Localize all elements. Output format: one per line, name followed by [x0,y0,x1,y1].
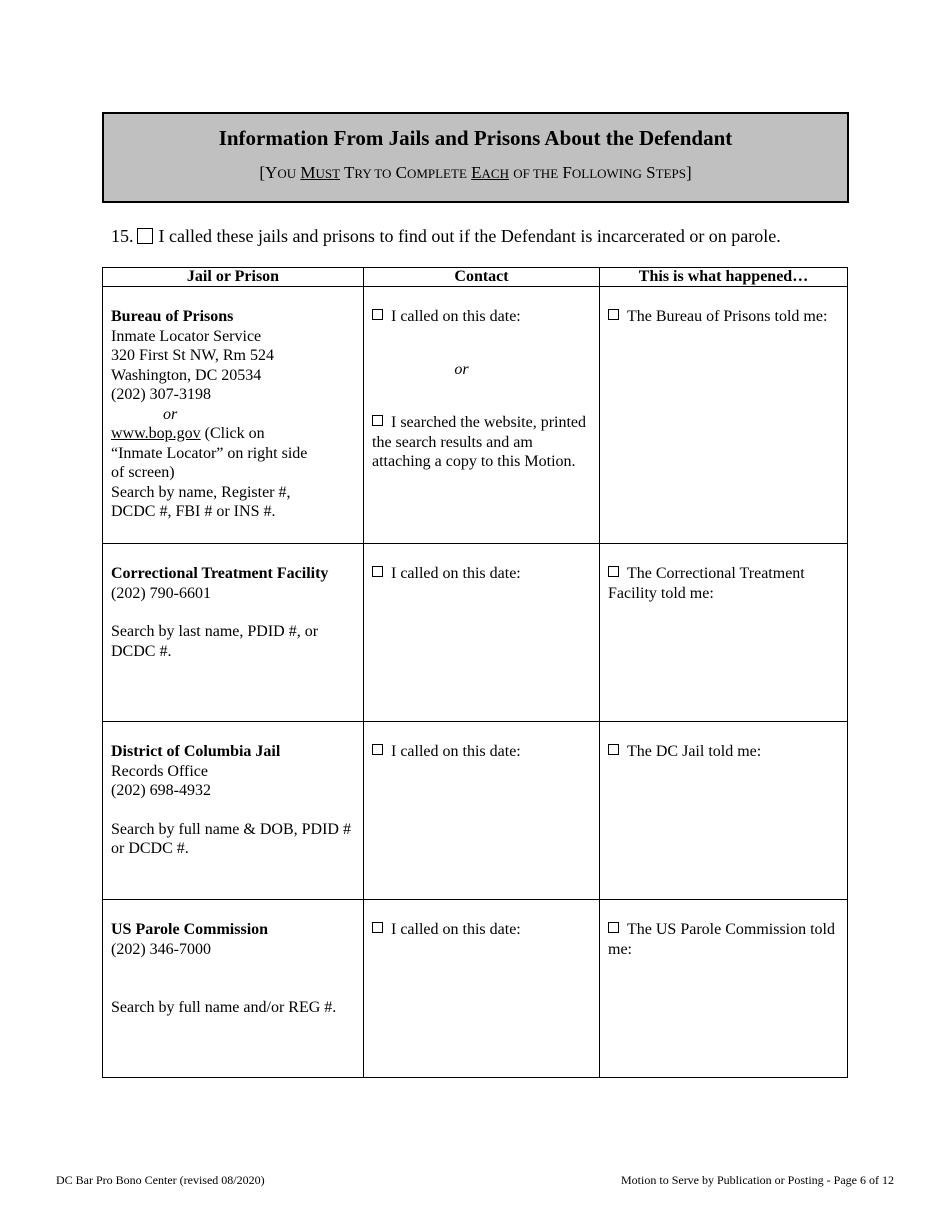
section-instructions: [YOU MUST TRY TO COMPLETE EACH OF THE FOLLOWING STEPS] [259,163,692,182]
contact-cell: I called on this date: [364,544,600,722]
table-row [103,722,848,900]
called-checkbox[interactable] [372,566,383,577]
result-checkbox[interactable] [608,744,619,755]
bop-website-link[interactable]: www.bop.gov [111,425,201,442]
result-cell: The DC Jail told me: [600,722,848,900]
result-cell: The US Parole Commission told me: [600,900,848,1078]
contact-cell: I called on this date: [364,722,600,900]
called-checkbox[interactable] [372,744,383,755]
contact-cell: I called on this date: or I searched the website, printed the search results and am attaching a copy to this Motion. [364,287,600,544]
jail-name: US Parole Commission [111,921,269,938]
called-checkbox[interactable] [372,922,383,933]
searched-website-checkbox[interactable] [372,415,383,426]
called-checkbox[interactable] [372,309,383,320]
result-cell: The Bureau of Prisons told me: [600,287,848,544]
footer-right: Motion to Serve by Publication or Posting - Page 6 of 12 [621,1173,894,1187]
jail-cell-us-parole-commission: US Parole Commission (202) 346-7000 Search by full name and/or REG #. [103,900,364,1078]
table-row [103,544,848,722]
jail-name: Correctional Treatment Facility [111,565,329,582]
column-header-result: This is what happened… [600,268,848,287]
column-header-jail: Jail or Prison [103,268,364,287]
result-cell: The Correctional Treatment Facility told me: [600,544,848,722]
jail-name: Bureau of Prisons [111,308,234,325]
column-header-contact: Contact [364,268,600,287]
footer-left: DC Bar Pro Bono Center (revised 08/2020) [56,1173,265,1187]
jails-prisons-table [102,267,848,1078]
question-number: 15. [111,226,134,246]
contact-cell: I called on this date: [364,900,600,1078]
table-row [103,900,848,1078]
result-checkbox[interactable] [608,922,619,933]
section-title: Information From Jails and Prisons About the Defendant [218,126,733,150]
result-checkbox[interactable] [608,309,619,320]
jail-cell-bureau-of-prisons: Bureau of Prisons Inmate Locator Service 320 First St NW, Rm 524 Washington, DC 20534 (202) 307-3198 or www.bop.gov (Click on “Inmate Locator” on right side of screen) Search by name, Register #, DCDC #, FBI # or INS #. [103,287,364,544]
jail-cell-correctional-treatment-facility: Correctional Treatment Facility (202) 790-6601 Search by last name, PDID #, or DCDC #. [103,544,364,722]
table-row [103,287,848,544]
question-15 [111,225,781,247]
jail-name: District of Columbia Jail [111,743,281,760]
question-15-checkbox[interactable] [137,228,153,244]
table-header-row [103,268,848,287]
section-header [102,112,849,203]
result-checkbox[interactable] [608,566,619,577]
question-text: I called these jails and prisons to find out if the Defendant is incarcerated or on parole. [158,226,781,246]
jail-cell-dc-jail: District of Columbia Jail Records Office (202) 698-4932 Search by full name & DOB, PDID # or DCDC #. [103,722,364,900]
